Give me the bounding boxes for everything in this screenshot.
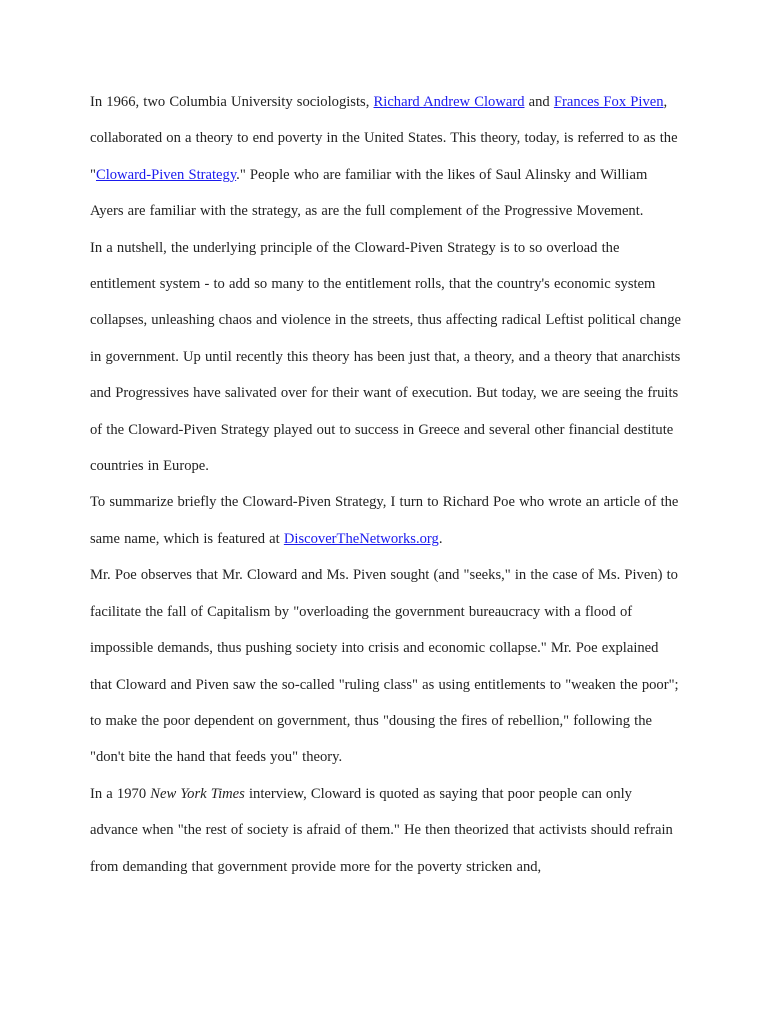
paragraph-summary (90, 484, 682, 557)
article-body (90, 84, 682, 885)
link-richard-andrew-cloward[interactable]: Richard Andrew Cloward (373, 94, 525, 110)
link-frances-fox-piven[interactable]: Frances Fox Piven (553, 94, 664, 110)
link-discover-the-networks[interactable]: DiscoverTheNetworks.org (283, 530, 439, 547)
paragraph-text: . (438, 530, 443, 547)
paragraph-text: , collaborated on a theory to end poverty in the United States. This theory, today, is referred to as the " (90, 94, 678, 183)
paragraph-text: In 1966, two Columbia University sociologists, (90, 94, 374, 110)
paragraph-intro (90, 84, 682, 230)
paragraph-text: ." People who are familiar with the likes of Saul Alinsky and William Ayers are familiar with the strategy, as are the full complement of the Progressive Movement. (90, 166, 648, 220)
paragraph-nyt-interview (90, 776, 682, 885)
paragraph-text: and (524, 94, 554, 110)
link-cloward-piven-strategy[interactable]: Cloward-Piven Strategy (95, 166, 237, 183)
paragraph-poe-observes: Mr. Poe observes that Mr. Cloward and Ms. Piven sought (and "seeks," in the case of Ms. Piven) to facilitate the fall of Capitalism by "overloading the government bureaucracy with a flood of impossible demands, thus pushing society into crisis and economic collapse." Mr. Poe explained that Cloward and Piven saw the so-called "ruling class" as using entitlements to "weaken the poor"; to make the poor dependent on government, thus "dousing the fires of rebellion," following the "don't bite the hand that feeds you" theory. (90, 567, 679, 766)
paragraph-text: In a 1970 (90, 785, 151, 802)
paragraph-text: interview, Cloward is quoted as saying that poor people can only advance when "the rest of society is afraid of them." He then theorized that activists should refrain from demanding that government provide more for the poverty stricken and, (90, 785, 673, 875)
paragraph-nutshell: In a nutshell, the underlying principle of the Cloward-Piven Strategy is to so overload the entitlement system - to add so many to the entitlement rolls, that the country's economic system collapses, unleashing chaos and violence in the streets, thus affecting radical Leftist political change in government. Up until recently this theory has been just that, a theory, and a theory that anarchists and Progressives have salivated over for their want of execution. But today, we are seeing the fruits of the Cloward-Piven Strategy played out to success in Greece and several other financial destitute countries in Europe. (90, 239, 681, 475)
publication-name: New York Times (150, 785, 245, 802)
paragraph-text: To summarize briefly the Cloward-Piven Strategy, I turn to Richard Poe who wrote an article of the same name, which is featured at (90, 494, 679, 547)
